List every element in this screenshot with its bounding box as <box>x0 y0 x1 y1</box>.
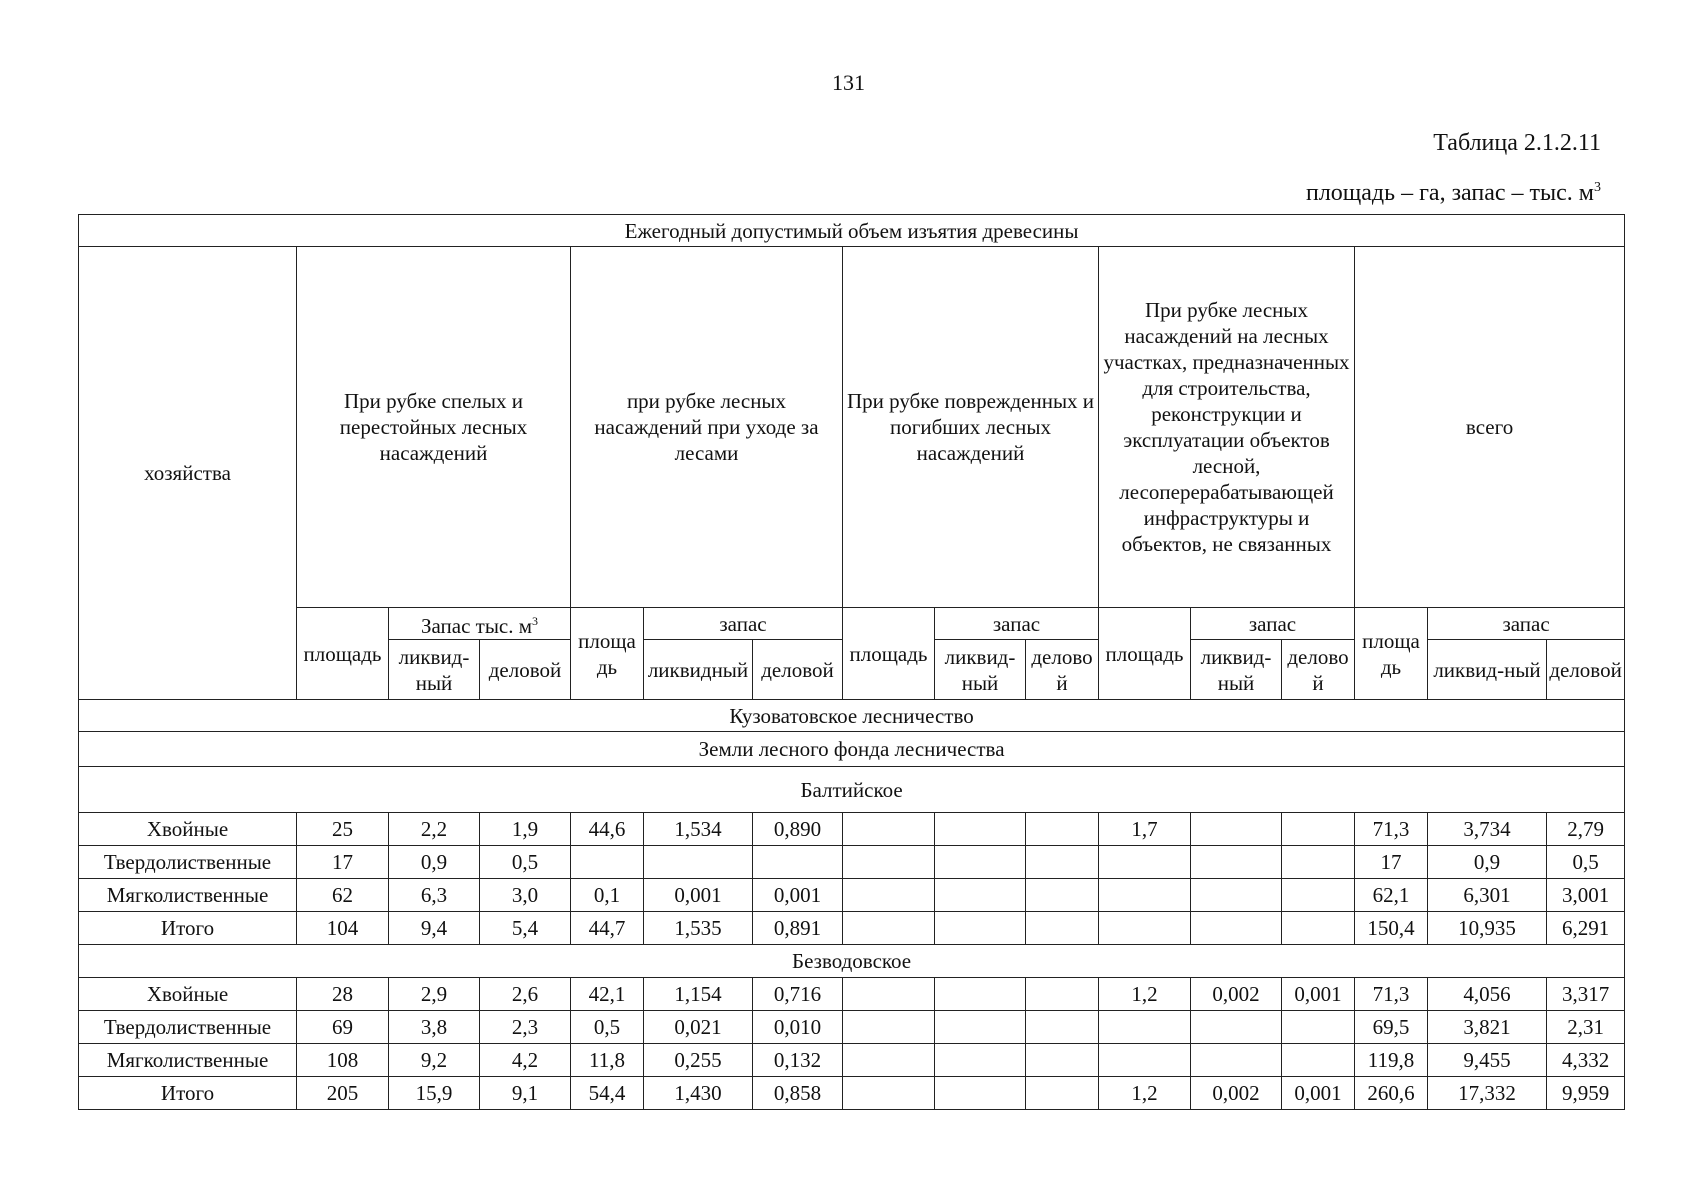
forestry-name: Кузоватовское лесничество <box>79 700 1625 732</box>
table-cell: 71,3 <box>1355 813 1428 846</box>
g3-stock-header: запас <box>935 608 1099 640</box>
table-cell: 3,001 <box>1547 879 1625 912</box>
header-group-damaged: При рубке поврежденных и погибших лесных насаждений <box>843 247 1099 608</box>
table-cell: 25 <box>297 813 389 846</box>
table-cell: 0,255 <box>644 1044 753 1077</box>
table-cell: 0,9 <box>389 846 480 879</box>
table-cell <box>1026 1044 1099 1077</box>
table-cell <box>1191 1044 1282 1077</box>
table-cell: 1,7 <box>1099 813 1191 846</box>
table-cell: 2,6 <box>480 978 571 1011</box>
table-cell <box>1026 978 1099 1011</box>
table-row <box>79 1044 1625 1077</box>
table-cell <box>571 846 644 879</box>
table-cell <box>843 846 935 879</box>
header-group-care: при рубке лесных насаждений при уходе за лесами <box>571 247 843 608</box>
table-cell: 6,291 <box>1547 912 1625 945</box>
table-cell <box>843 1044 935 1077</box>
table-cell: 0,5 <box>480 846 571 879</box>
table-cell <box>1099 1011 1191 1044</box>
table-cell: 11,8 <box>571 1044 644 1077</box>
g3-liquid-header: ликвид-ный <box>935 640 1026 700</box>
table-id: Таблица 2.1.2.11 <box>1433 130 1601 156</box>
table-cell <box>935 912 1026 945</box>
table-cell: 69,5 <box>1355 1011 1428 1044</box>
table-cell <box>1099 1044 1191 1077</box>
table-cell: 0,890 <box>753 813 843 846</box>
table-cell <box>1099 912 1191 945</box>
table-cell <box>1026 1077 1099 1110</box>
table-cell <box>1191 846 1282 879</box>
table-cell: 3,734 <box>1428 813 1547 846</box>
table-row <box>79 1077 1625 1110</box>
table-cell <box>935 879 1026 912</box>
table-cell: 6,3 <box>389 879 480 912</box>
g1-business-header: деловой <box>480 640 571 700</box>
table-cell: 0,002 <box>1191 1077 1282 1110</box>
table-cell: 44,7 <box>571 912 644 945</box>
row-label: Итого <box>79 1077 297 1110</box>
table-cell: 17 <box>1355 846 1428 879</box>
table-cell: 3,8 <box>389 1011 480 1044</box>
district-baltic: Балтийское <box>79 767 1625 813</box>
table-row <box>79 813 1625 846</box>
g5-stock-header: запас <box>1428 608 1625 640</box>
table-cell: 42,1 <box>571 978 644 1011</box>
table-cell: 28 <box>297 978 389 1011</box>
table-cell <box>843 912 935 945</box>
g2-area-header: площадь <box>571 608 644 700</box>
table-cell: 0,5 <box>1547 846 1625 879</box>
header-farm: хозяйства <box>79 247 297 700</box>
table-cell: 0,021 <box>644 1011 753 1044</box>
units-note <box>1306 180 1601 207</box>
table-cell: 260,6 <box>1355 1077 1428 1110</box>
g1-area-header: площадь <box>297 608 389 700</box>
table-cell: 2,31 <box>1547 1011 1625 1044</box>
table-cell <box>1282 879 1355 912</box>
table-cell: 15,9 <box>389 1077 480 1110</box>
table-cell: 0,1 <box>571 879 644 912</box>
table-cell <box>1282 813 1355 846</box>
table-cell <box>843 879 935 912</box>
g5-liquid-header: ликвид-ный <box>1428 640 1547 700</box>
table-cell: 3,821 <box>1428 1011 1547 1044</box>
table-cell: 5,4 <box>480 912 571 945</box>
table-cell: 71,3 <box>1355 978 1428 1011</box>
header-group-construction: При рубке лесных насаждений на лесных участках, предназначенных для строительства, реконструкции и эксплуатации объектов лесной, лесоперерабатывающей инфраструктуры и объектов, не связанных <box>1099 247 1355 608</box>
units-text: площадь – га, запас – тыс. м <box>1305 180 1594 206</box>
table-cell: 3,317 <box>1547 978 1625 1011</box>
g5-business-header: деловой <box>1547 640 1625 700</box>
table-row <box>79 1011 1625 1044</box>
units-sup: 3 <box>1594 180 1601 195</box>
g5-area-header: площадь <box>1355 608 1428 700</box>
table-cell: 150,4 <box>1355 912 1428 945</box>
g1-stock-sup: 3 <box>532 614 539 628</box>
g4-liquid-header: ликвид-ный <box>1191 640 1282 700</box>
table-cell: 1,430 <box>644 1077 753 1110</box>
table-cell <box>843 813 935 846</box>
table-cell: 0,001 <box>1282 978 1355 1011</box>
table-cell <box>935 1077 1026 1110</box>
table-cell: 9,455 <box>1428 1044 1547 1077</box>
table-cell: 1,535 <box>644 912 753 945</box>
table-cell: 62 <box>297 879 389 912</box>
table-cell: 2,9 <box>389 978 480 1011</box>
table-cell: 0,5 <box>571 1011 644 1044</box>
table-cell <box>1282 912 1355 945</box>
table-cell: 2,3 <box>480 1011 571 1044</box>
table-cell <box>1026 846 1099 879</box>
table-cell: 108 <box>297 1044 389 1077</box>
table-cell: 0,132 <box>753 1044 843 1077</box>
table-cell: 0,891 <box>753 912 843 945</box>
table-cell: 17 <box>297 846 389 879</box>
table-row <box>79 846 1625 879</box>
table-cell: 119,8 <box>1355 1044 1428 1077</box>
table-cell: 69 <box>297 1011 389 1044</box>
g2-liquid-header: ликвидный <box>644 640 753 700</box>
table-cell <box>1282 846 1355 879</box>
table-cell: 1,154 <box>644 978 753 1011</box>
row-label: Мягколиственные <box>79 879 297 912</box>
table-cell <box>935 813 1026 846</box>
table-cell: 3,0 <box>480 879 571 912</box>
table-row <box>79 912 1625 945</box>
table-cell: 0,716 <box>753 978 843 1011</box>
lands-category: Земли лесного фонда лесничества <box>79 732 1625 767</box>
table-cell <box>1026 912 1099 945</box>
g1-stock-text: Запас тыс. м <box>420 614 533 638</box>
table-cell: 4,056 <box>1428 978 1547 1011</box>
table-cell <box>644 846 753 879</box>
table-cell: 1,9 <box>480 813 571 846</box>
table-cell: 0,9 <box>1428 846 1547 879</box>
header-top: Ежегодный допустимый объем изъятия древесины <box>79 215 1625 247</box>
table-cell: 9,1 <box>480 1077 571 1110</box>
table-cell: 0,001 <box>644 879 753 912</box>
table-cell <box>1191 879 1282 912</box>
page-number: 131 <box>832 70 865 95</box>
g3-business-header: деловой <box>1026 640 1099 700</box>
row-label: Хвойные <box>79 813 297 846</box>
table-cell <box>1099 879 1191 912</box>
table-cell: 17,332 <box>1428 1077 1547 1110</box>
table-cell: 2,2 <box>389 813 480 846</box>
district-bezvod: Безводовское <box>79 945 1625 978</box>
table-cell <box>843 1077 935 1110</box>
header-group-total: всего <box>1355 247 1625 608</box>
table-cell <box>1099 846 1191 879</box>
table-cell <box>1026 879 1099 912</box>
table-cell: 1,2 <box>1099 978 1191 1011</box>
table-cell <box>935 978 1026 1011</box>
g2-stock-header: запас <box>644 608 843 640</box>
table-cell: 9,4 <box>389 912 480 945</box>
table-cell: 0,001 <box>1282 1077 1355 1110</box>
table-cell: 4,2 <box>480 1044 571 1077</box>
table-cell <box>843 1011 935 1044</box>
table-cell: 0,002 <box>1191 978 1282 1011</box>
table-cell <box>1191 813 1282 846</box>
table-cell <box>935 1044 1026 1077</box>
g4-stock-header: запас <box>1191 608 1355 640</box>
table-cell: 2,79 <box>1547 813 1625 846</box>
g1-liquid-header: ликвид-ный <box>389 640 480 700</box>
table-cell: 10,935 <box>1428 912 1547 945</box>
table-cell: 9,2 <box>389 1044 480 1077</box>
table-cell <box>1026 1011 1099 1044</box>
table-cell: 9,959 <box>1547 1077 1625 1110</box>
table-cell: 0,010 <box>753 1011 843 1044</box>
table-cell <box>1282 1044 1355 1077</box>
table-cell: 62,1 <box>1355 879 1428 912</box>
table-cell <box>843 978 935 1011</box>
table-cell: 205 <box>297 1077 389 1110</box>
table-cell: 1,534 <box>644 813 753 846</box>
g3-area-header: площадь <box>843 608 935 700</box>
table-cell: 6,301 <box>1428 879 1547 912</box>
table-cell <box>1282 1011 1355 1044</box>
header-group-mature: При рубке спелых и перестойных лесных насаждений <box>297 247 571 608</box>
table-cell: 1,2 <box>1099 1077 1191 1110</box>
table-cell <box>1026 813 1099 846</box>
table-cell: 0,001 <box>753 879 843 912</box>
table-row <box>79 978 1625 1011</box>
bezvod-rows <box>79 978 1625 1110</box>
table-cell: 54,4 <box>571 1077 644 1110</box>
table-cell <box>1191 1011 1282 1044</box>
table-cell <box>935 846 1026 879</box>
table-row <box>79 879 1625 912</box>
table-cell: 0,858 <box>753 1077 843 1110</box>
g4-business-header: деловой <box>1282 640 1355 700</box>
row-label: Твердолиственные <box>79 1011 297 1044</box>
g4-area-header: площадь <box>1099 608 1191 700</box>
g1-stock-header <box>389 608 571 640</box>
table-cell: 104 <box>297 912 389 945</box>
g2-business-header: деловой <box>753 640 843 700</box>
row-label: Хвойные <box>79 978 297 1011</box>
table-cell: 44,6 <box>571 813 644 846</box>
harvest-volume-table <box>78 214 1625 1110</box>
table-cell <box>753 846 843 879</box>
table-cell <box>935 1011 1026 1044</box>
row-label: Итого <box>79 912 297 945</box>
table-cell: 4,332 <box>1547 1044 1625 1077</box>
row-label: Мягколиственные <box>79 1044 297 1077</box>
baltic-rows <box>79 813 1625 945</box>
table-cell <box>1191 912 1282 945</box>
row-label: Твердолиственные <box>79 846 297 879</box>
